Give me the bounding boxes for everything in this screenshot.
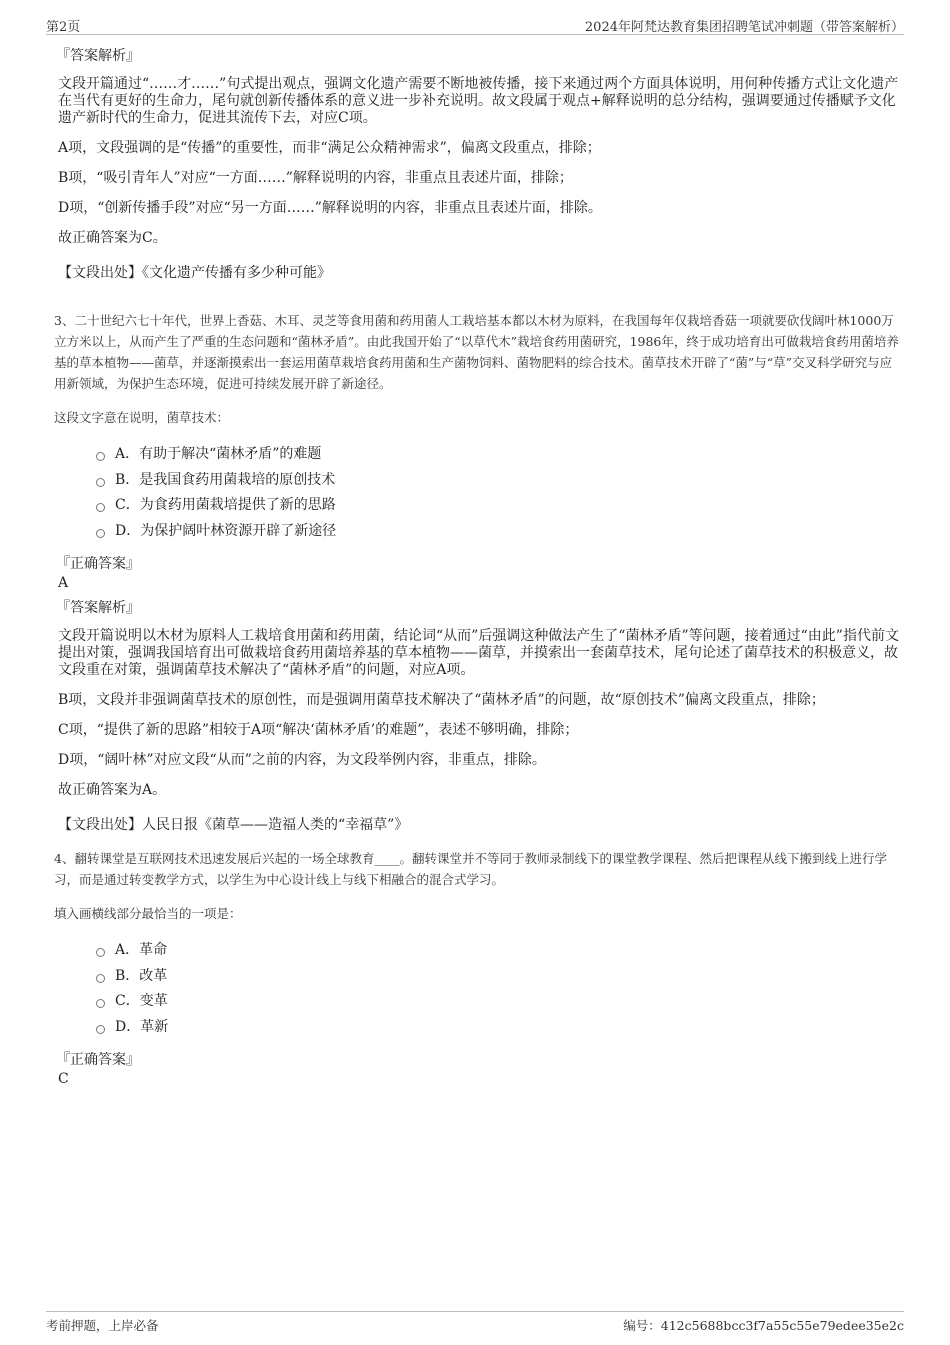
option-a[interactable] xyxy=(96,442,904,468)
analysis-paragraph: D项，“创新传播手段”对应“另一方面……”解释说明的内容，非重点且表述片面，排除。 xyxy=(58,200,602,216)
option-d[interactable] xyxy=(96,1015,904,1041)
analysis-label: 『答案解析』 xyxy=(56,48,140,64)
page-header xyxy=(46,14,904,35)
option-text: A．革命 xyxy=(115,942,168,958)
option-text: B．是我国食药用菌栽培的原创技术 xyxy=(115,471,336,488)
source-citation: 【文段出处】人民日报《菌草——造福人类的“幸福草”》 xyxy=(58,817,409,833)
option-text: D．革新 xyxy=(115,1018,169,1035)
radio-icon[interactable] xyxy=(96,452,105,461)
radio-icon[interactable] xyxy=(96,1025,105,1034)
correct-answer-label: 『正确答案』 xyxy=(56,556,140,572)
question-prompt: 这段文字意在说明，菌草技术： xyxy=(54,410,230,425)
correct-answer: C xyxy=(58,1071,69,1087)
radio-icon[interactable] xyxy=(96,974,105,983)
analysis-paragraph: B项，“吸引青年人”对应“一方面……”解释说明的内容，非重点且表述片面，排除； xyxy=(58,170,573,186)
options-list xyxy=(96,442,904,544)
analysis-paragraph: D项，“阔叶林”对应文段“从而”之前的内容，为文段举例内容，非重点，排除。 xyxy=(58,752,546,768)
option-text: C．为食药用菌栽培提供了新的思路 xyxy=(115,497,336,513)
footer-slogan: 考前押题，上岸必备 xyxy=(46,1318,159,1333)
analysis-paragraph: 文段开篇说明以木材为原料人工栽培食用菌和药用菌，结论词“从而”后强调这种做法产生了“菌林矛盾”等问题，接着通过“由此”指代前文提出对策，强调我国培育出可做栽培食药用菌培养基的草本植物——菌草，并摸索出一套菌草技术，尾句论述了菌草技术的积极意义，故文段重在对策，强调菌草技术解决了“菌林矛盾”的问题，对应A项。 xyxy=(58,628,899,678)
page-footer xyxy=(46,1311,904,1336)
option-text: B．改革 xyxy=(115,967,168,984)
option-b[interactable] xyxy=(96,964,904,990)
option-c[interactable] xyxy=(96,493,904,519)
document-title: 2024年阿梵达教育集团招聘笔试冲刺题（带答案解析） xyxy=(584,20,904,35)
radio-icon[interactable] xyxy=(96,478,105,487)
option-text: C．变革 xyxy=(115,993,168,1009)
radio-icon[interactable] xyxy=(96,529,105,538)
analysis-paragraph: 文段开篇通过“……才……”句式提出观点，强调文化遗产需要不断地被传播，接下来通过两个方面具体说明，用何种传播方式让文化遗产在当代有更好的生命力，尾句就创新传播体系的意义进一步补充说明。故文段属于观点+解释说明的总分结构，强调要通过传播赋予文化遗产新时代的生命力，促进其流传下去，对应C项。 xyxy=(58,76,899,126)
option-d[interactable] xyxy=(96,519,904,545)
radio-icon[interactable] xyxy=(96,948,105,957)
correct-answer: A xyxy=(58,575,69,591)
option-text: D．为保护阔叶林资源开辟了新途径 xyxy=(115,522,337,539)
options-list xyxy=(96,938,904,1040)
option-c[interactable] xyxy=(96,989,904,1015)
correct-answer-label: 『正确答案』 xyxy=(56,1052,140,1068)
analysis-label: 『答案解析』 xyxy=(56,600,140,616)
section-previous-analysis xyxy=(54,46,904,282)
page-content xyxy=(54,46,904,1094)
option-b[interactable] xyxy=(96,468,904,494)
page-number: 第2页 xyxy=(46,20,81,35)
question-prompt: 填入画横线部分最恰当的一项是： xyxy=(54,906,242,921)
source-citation: 【文段出处】《文化遗产传播有多少种可能》 xyxy=(58,265,331,281)
question-4 xyxy=(54,848,904,1088)
analysis-paragraph: C项，“提供了新的思路”相较于A项“解决‘菌林矛盾’的难题”，表述不够明确，排除； xyxy=(58,722,579,738)
option-a[interactable] xyxy=(96,938,904,964)
document-code: 编号：412c5688bcc3f7a55c55e79edee35e2c xyxy=(623,1318,904,1333)
radio-icon[interactable] xyxy=(96,999,105,1008)
question-3 xyxy=(54,310,904,834)
option-text: A．有助于解决“菌林矛盾”的难题 xyxy=(115,446,322,462)
analysis-paragraph: 故正确答案为A。 xyxy=(58,782,167,798)
question-stem: 4、翻转课堂是互联网技术迅速发展后兴起的一场全球教育____。翻转课堂并不等同于教师录制线下的课堂教学课程、然后把课程从线下搬到线上进行学习，而是通过转变教学方式，以学生为中心设计线上与线下相融合的混合式学习。 xyxy=(54,851,887,887)
analysis-paragraph: A项，文段强调的是“传播”的重要性，而非“满足公众精神需求”，偏离文段重点，排除； xyxy=(58,140,601,156)
analysis-paragraph: B项，文段并非强调菌草技术的原创性，而是强调用菌草技术解决了“菌林矛盾”的问题，故“原创技术”偏离文段重点，排除； xyxy=(58,692,825,708)
analysis-paragraph: 故正确答案为C。 xyxy=(58,230,167,246)
question-stem: 3、二十世纪六七十年代，世界上香菇、木耳、灵芝等食用菌和药用菌人工栽培基本都以木材为原料，在我国每年仅栽培香菇一项就要砍伐阔叶林1000万立方米以上，从而产生了严重的生态问题和“菌林矛盾”。由此我国开始了“以草代木”栽培食药用菌研究，1986年，终于成功培育出可做栽培食药用菌培养基的草本植物——菌草，并逐渐摸索出一套运用菌草栽培食药用菌和生产菌物饲料、菌物肥料的综合技术。菌草技术开辟了“菌”与“草”交叉科学研究与应用新领域，为保护生态环境，促进可持续发展开辟了新途径。 xyxy=(54,313,899,391)
radio-icon[interactable] xyxy=(96,503,105,512)
